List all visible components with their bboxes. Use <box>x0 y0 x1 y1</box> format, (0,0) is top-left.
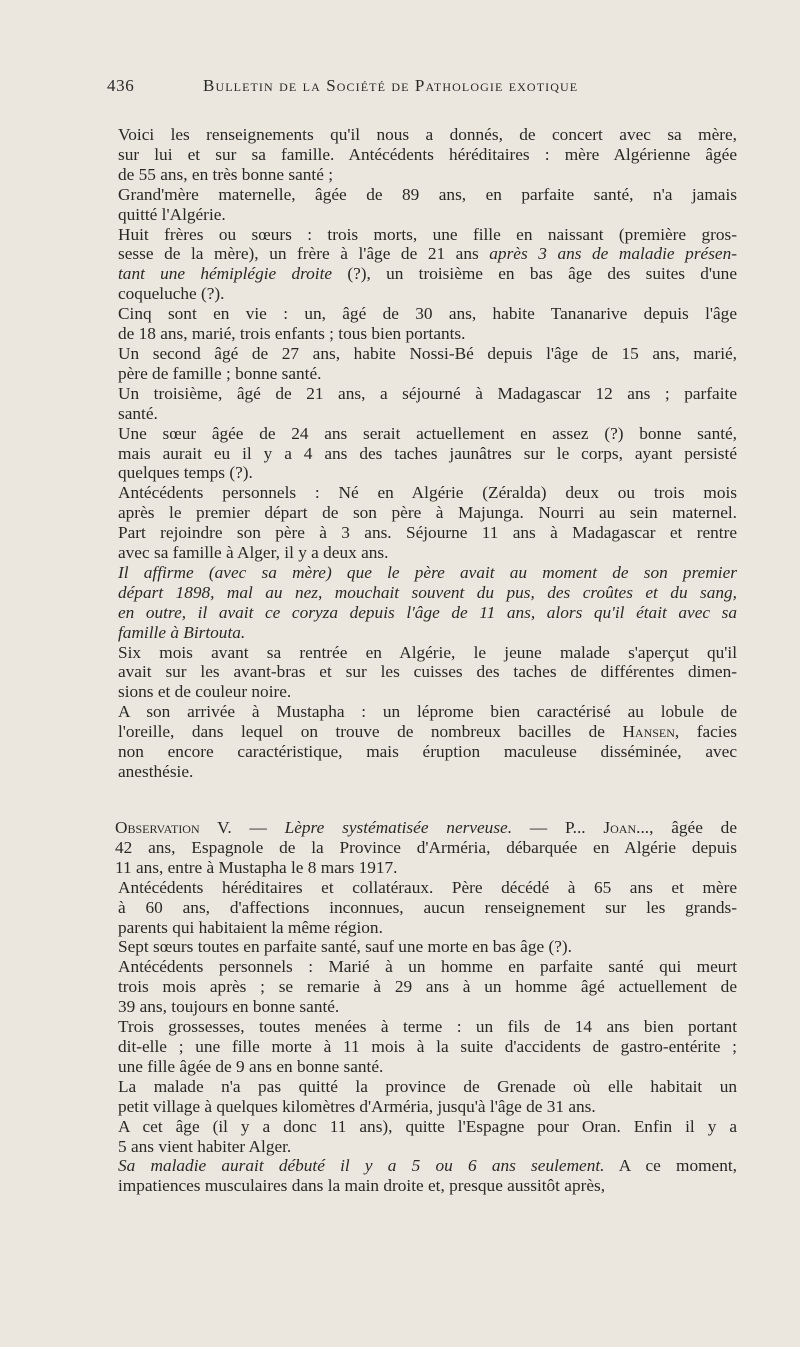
text-line: Six mois avant sa rentrée en Algérie, le jeune malade s'aperçut qu'il <box>118 642 737 662</box>
text-line: de 18 ans, marié, trois enfants ; tous bien portants. <box>118 324 466 344</box>
paragraph <box>103 563 737 643</box>
text-line: santé. <box>118 403 158 423</box>
text-line: 5 ans vient habiter Alger. <box>118 1136 292 1156</box>
text-line: l'oreille, dans lequel on trouve de nombreux bacilles de Hansen, facies <box>118 722 738 742</box>
text-line: sur lui et sur sa famille. Antécédents héréditaires : mère Algérienne âgée <box>118 144 737 164</box>
text-line: parents qui habitaient la même région. <box>118 917 383 937</box>
observation-label: Observation V. <box>115 818 232 837</box>
text-line: anesthésie. <box>118 762 194 781</box>
text-line: quelques temps (?). <box>118 463 253 483</box>
text-line: A son arrivée à Mustapha : un lépromе bien caractérisé au lobule de <box>118 702 737 722</box>
text-line: impatiences musculaires dans la main droite et, presque aussitôt après, <box>118 1176 606 1196</box>
paragraph <box>103 344 737 384</box>
text-line: coqueluche (?). <box>118 284 225 304</box>
text-line: Antécédents personnels : Né en Algérie (Zéralda) deux ou trois mois <box>118 483 737 503</box>
text-line: trois mois après ; se remarie à 29 ans à un homme âgé actuellement de <box>118 977 737 997</box>
paragraph <box>103 643 737 703</box>
text-line: Un troisième, âgé de 21 ans, a séjourné à Madagascar 12 ans ; parfaite <box>118 383 737 403</box>
paragraph <box>103 304 737 344</box>
paragraph <box>103 424 737 484</box>
patient-name: P... Joan... <box>564 818 650 837</box>
text-line: une fille âgée de 9 ans en bonne santé. <box>118 1056 384 1076</box>
page-number: 436 <box>107 76 135 95</box>
heading-line: 42 ans, Espagnole de la Province d'Arméria, débarquée en Algérie depuis <box>115 837 737 857</box>
paragraph <box>103 937 737 957</box>
paragraph <box>103 878 737 938</box>
text-line: petit village à quelques kilomètres d'Arméria, jusqu'à l'âge de 31 ans. <box>118 1096 596 1116</box>
running-header <box>107 76 737 102</box>
text-line: Sa maladie aurait débuté il y a 5 ou 6 ans seulement. A ce moment, <box>118 1156 737 1176</box>
text-line: dit-elle ; une fille morte à 11 mois à la suite d'accidents de gastro-entérite ; <box>118 1036 737 1056</box>
text-line: La malade n'a pas quitté la province de Grenade où elle habitait un <box>118 1076 737 1096</box>
paragraph <box>103 1017 737 1077</box>
heading-line: 11 ans, entre à Mustapha le 8 mars 1917. <box>115 857 398 877</box>
text-line: à 60 ans, d'affections inconnues, aucun renseignement sur les grands- <box>118 897 737 917</box>
paragraph <box>103 483 737 563</box>
text-line: Un second âgé de 27 ans, habite Nossi-Bé depuis l'âge de 15 ans, marié, <box>118 343 737 363</box>
observation-5-heading <box>103 818 737 878</box>
text-line: Grand'mère maternelle, âgée de 89 ans, en parfaite santé, n'a jamais <box>118 184 737 204</box>
text-line: en outre, il avait ce coryza depuis l'âge de 11 ans, alors qu'il était avec sa <box>118 602 737 622</box>
text-line: sions et de couleur noire. <box>118 682 292 702</box>
paragraph <box>103 1077 737 1117</box>
text-line: Il affirme (avec sa mère) que le père avait au moment de son premier <box>118 562 737 582</box>
text-line: Voici les renseignements qu'il nous a donnés, de concert avec sa mère, <box>118 125 737 144</box>
text-line: non encore caractéristique, mais éruption maculeuse disséminée, avec <box>118 742 737 762</box>
paragraph <box>103 125 737 185</box>
paragraph <box>103 185 737 225</box>
text-line: de 55 ans, en très bonne santé ; <box>118 164 333 184</box>
paragraph <box>103 1156 737 1196</box>
paragraph <box>103 225 737 305</box>
text-line: quitté l'Algérie. <box>118 204 226 224</box>
text-line: avec sa famille à Alger, il y a deux ans. <box>118 543 389 563</box>
text-line: sesse de la mère), un frère à l'âge de 21 ans après 3 ans de maladie présen- <box>118 244 737 264</box>
text-line: Part rejoindre son père à 3 ans. Séjourne 11 ans à Madagascar et rentre <box>118 523 737 543</box>
text-line: après le premier départ de son père à Majunga. Nourri au sein maternel. <box>118 503 737 523</box>
text-line: Sept sœurs toutes en parfaite santé, sauf une morte en bas âge (?). <box>118 937 572 957</box>
text-line: A cet âge (il y a donc 11 ans), quitte l'Espagne pour Oran. Enfin il y a <box>118 1116 737 1136</box>
text-line: Antécédents personnels : Marié à un homme en parfaite santé qui meurt <box>118 957 737 977</box>
paragraph <box>103 384 737 424</box>
paragraph <box>103 1117 737 1157</box>
text-line: Trois grossesses, toutes menées à terme : un fils de 14 ans bien portant <box>118 1017 737 1037</box>
heading-line: Observation V. — Lèpre systématisée nerveuse. — P... Joan..., âgée de <box>115 818 737 837</box>
text-line: Cinq sont en vie : un, âgé de 30 ans, habite Tananarive depuis l'âge <box>118 304 737 324</box>
running-title: Bulletin de la Société de Pathologie exotique <box>203 76 579 95</box>
paragraph <box>103 957 737 1017</box>
observation-4-text <box>103 125 737 782</box>
text-line: Huit frères ou sœurs : trois morts, une fille en naissant (première gros- <box>118 224 737 244</box>
paragraph <box>103 702 737 782</box>
text-line: départ 1898, mal au nez, mouchait souvent du pus, des croûtes et du sang, <box>118 582 737 602</box>
observation-5-paragraphs <box>103 878 737 1197</box>
text-line: avait sur les avant-bras et sur les cuisses des taches de différentes dimen- <box>118 662 737 682</box>
observation-title: Lèpre systématisée nerveuse. <box>284 818 513 837</box>
text-line: Antécédents héréditaires et collatéraux. Père décédé à 65 ans et mère <box>118 877 737 897</box>
text-line: famille à Birtouta. <box>118 622 246 642</box>
text-line: tant une hémiplégie droite (?), un troisième en bas âge des suites d'une <box>118 264 737 284</box>
text-line: père de famille ; bonne santé. <box>118 363 322 383</box>
observation-5-text <box>103 818 737 1196</box>
text-line: 39 ans, toujours en bonne santé. <box>118 997 340 1017</box>
text-line: Une sœur âgée de 24 ans serait actuellement en assez (?) bonne santé, <box>118 423 737 443</box>
text-line: mais aurait eu il y a 4 ans des taches jaunâtres sur le corps, ayant persisté <box>118 443 737 463</box>
